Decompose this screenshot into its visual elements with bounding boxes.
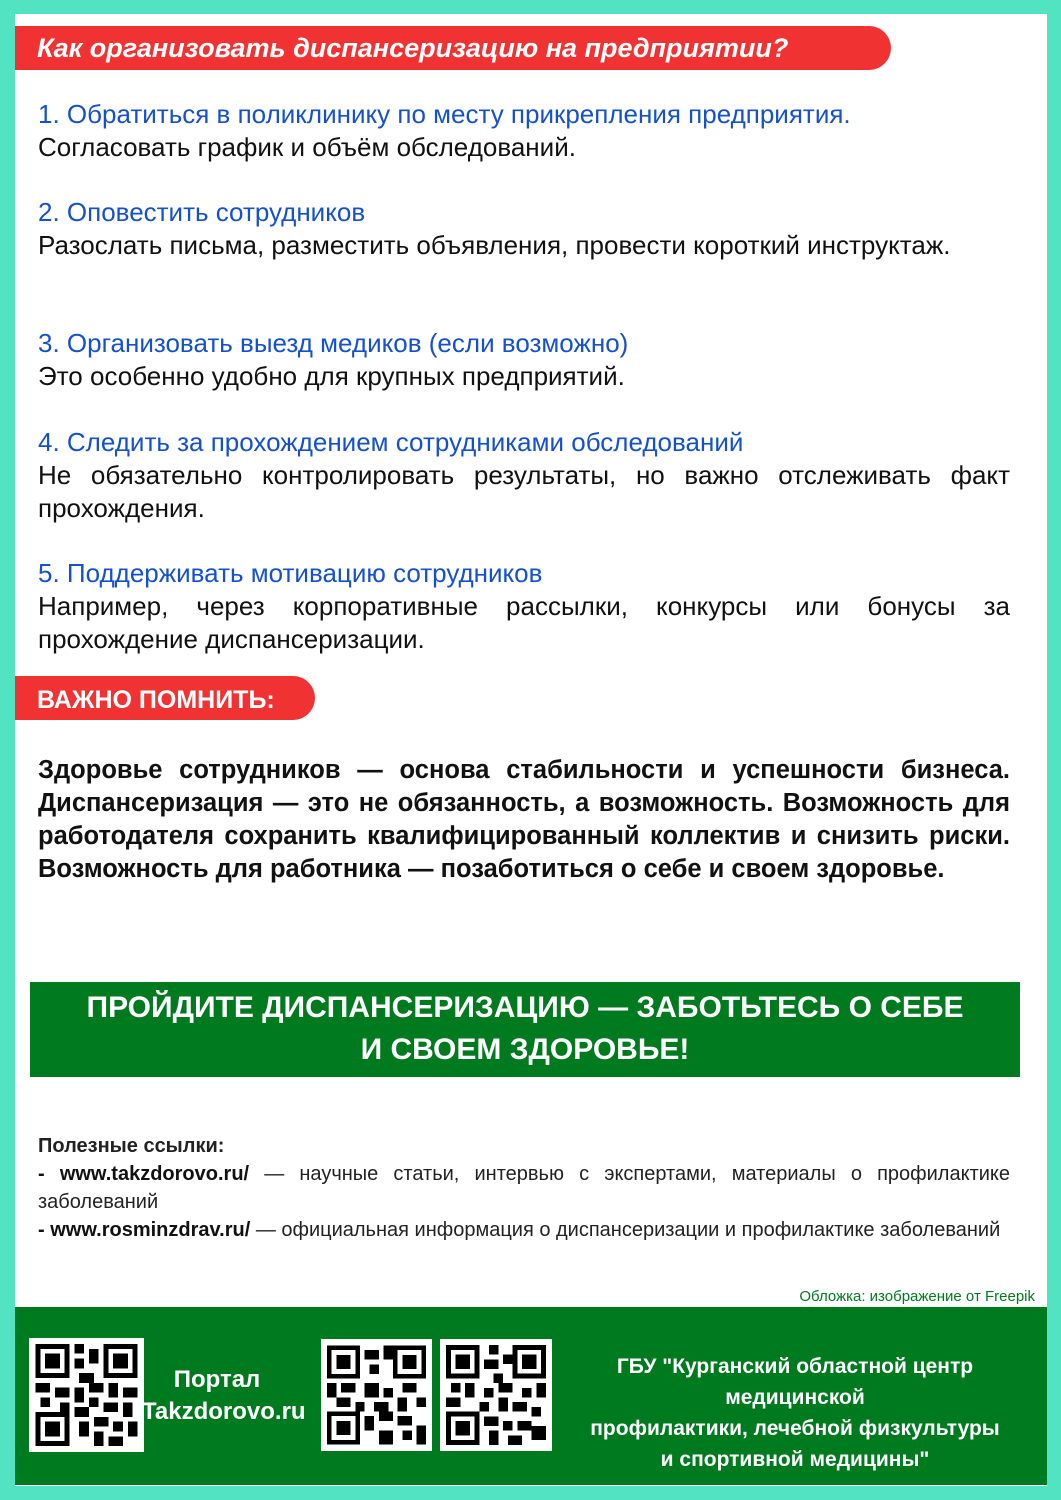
qr-code-icon[interactable] <box>321 1339 432 1451</box>
links-title: Полезные ссылки: <box>38 1135 225 1157</box>
step-text: Не обязательно контролировать результаты, но важно отслеживать факт прохождения. <box>38 460 1010 523</box>
link-desc: — научные статьи, интервью с экспертами, материалы о профилактике заболеваний <box>38 1163 1011 1213</box>
portal-line-1: Портал <box>173 1366 261 1393</box>
useful-links <box>38 1132 1010 1244</box>
step-text: Разослать письма, разместить объявления, провести короткий инструктаж. <box>38 230 951 260</box>
step-2 <box>38 196 1010 262</box>
image-credit: Обложка: изображение от Freepik <box>799 1288 1035 1305</box>
org-line-2: профилактики, лечебной физкультуры <box>590 1417 1000 1440</box>
step-heading: 1. Обратиться в поликлинику по месту прикрепления предприятия. <box>38 99 851 129</box>
step-4 <box>38 426 1010 525</box>
step-text: Это особенно удобно для крупных предприятий. <box>38 361 625 391</box>
step-heading: 4. Следить за прохождением сотрудниками обследований <box>38 427 744 457</box>
qr-code-icon[interactable] <box>440 1339 552 1451</box>
step-3 <box>38 327 1010 393</box>
page-title: Как организовать диспансеризацию на предприятии? <box>37 33 789 63</box>
step-text: Например, через корпоративные рассылки, конкурсы или бонусы за прохождение диспансеризации. <box>38 591 1010 654</box>
step-1 <box>38 98 1010 164</box>
step-heading: 3. Организовать выезд медиков (если возможно) <box>38 328 629 358</box>
link-rosminzdrav[interactable]: www.rosminzdrav.ru/ <box>50 1219 251 1241</box>
cta-banner <box>30 982 1020 1077</box>
link-item <box>38 1216 1010 1244</box>
qr-code-icon[interactable] <box>29 1338 144 1452</box>
important-text: Здоровье сотрудников — основа стабильности и успешности бизнеса. Диспансеризация — это не обязанность, а возможность. Возможность для работодателя сохранить квалифицированный коллектив и снизить риски. Возможность для работника — позаботиться о себе и своем здоровье. <box>38 756 1010 883</box>
important-label: ВАЖНО ПОМНИТЬ: <box>37 686 275 714</box>
link-item <box>38 1160 1010 1216</box>
link-desc: — официальная информация о диспансеризации и профилактике заболеваний <box>250 1219 1001 1241</box>
cta-line-2: И СВОЕМ ЗДОРОВЬЕ! <box>360 1033 690 1066</box>
link-takzdorovo[interactable]: www.takzdorovo.ru/ <box>59 1163 250 1185</box>
title-banner <box>15 26 891 70</box>
link-prefix: - <box>38 1163 60 1185</box>
organization-name <box>555 1351 1035 1475</box>
step-heading: 5. Поддерживать мотивацию сотрудников <box>38 558 543 588</box>
link-prefix: - <box>38 1219 51 1241</box>
portal-line-2: Takzdorovo.ru <box>142 1398 306 1425</box>
cta-line-1: ПРОЙДИТЕ ДИСПАНСЕРИЗАЦИЮ — ЗАБОТЬТЕСЬ О СЕБЕ <box>86 991 964 1024</box>
portal-label <box>142 1364 306 1428</box>
org-line-3: и спортивной медицины" <box>660 1448 930 1471</box>
step-text: Согласовать график и объём обследований. <box>38 132 576 162</box>
step-heading: 2. Оповестить сотрудников <box>38 197 366 227</box>
org-line-1: ГБУ "Курганский областной центр медицинской <box>616 1355 974 1409</box>
important-banner <box>15 676 315 720</box>
step-5 <box>38 557 1010 656</box>
